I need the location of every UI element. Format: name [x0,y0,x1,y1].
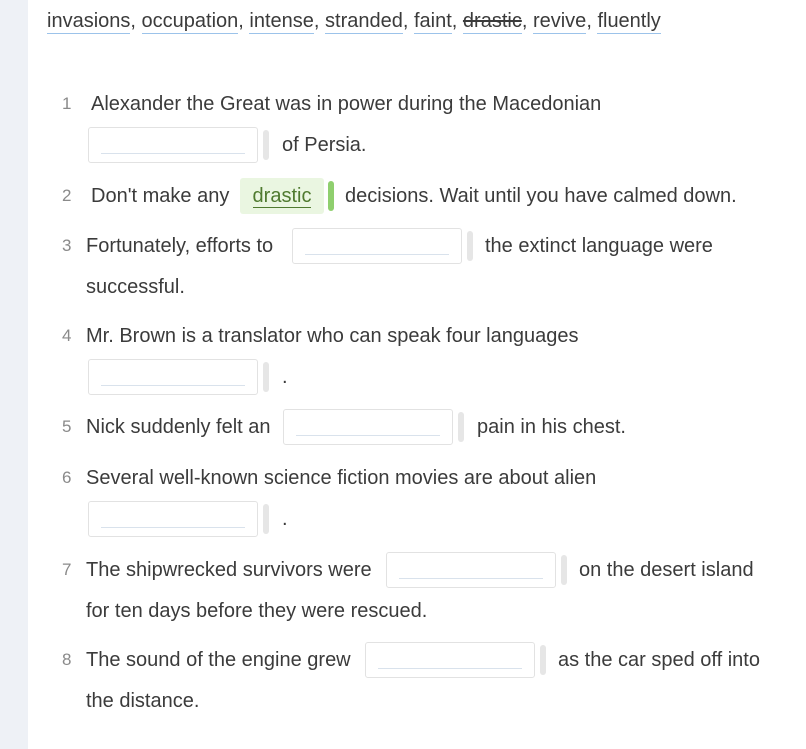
question-text: decisions. Wait until you have calmed down. [345,185,737,207]
word-bank-item-used: drastic [462,10,522,32]
word-bank-item[interactable]: invasions [47,10,131,32]
answer-blank[interactable] [283,409,453,445]
blank-handle-correct [328,181,334,211]
question-text: Alexander the Great was in power during the Macedonian [91,93,602,115]
blank-handle [561,555,567,585]
question-text: on the desert island [579,559,754,581]
answer-blank[interactable] [292,228,462,264]
answer-blank-filled[interactable] [240,178,324,214]
question-text: successful. [86,276,185,298]
blank-handle [263,362,269,392]
question-text: Don't make any [91,185,230,207]
blank-handle [467,231,473,261]
question-number: 1 [62,94,72,113]
word-bank-item[interactable]: intense [249,10,314,32]
question-number: 5 [62,417,72,436]
answer-blank[interactable] [386,552,556,588]
question-number: 7 [62,560,72,579]
question-text: the extinct language were [485,235,713,257]
word-bank-item[interactable]: occupation [141,10,239,32]
question-text: The shipwrecked survivors were [86,559,372,581]
word-bank-item[interactable]: stranded [325,10,403,32]
question-text: pain in his chest. [477,416,626,438]
question-number: 6 [62,468,72,487]
answer-blank[interactable] [365,642,535,678]
question-text: Mr. Brown is a translator who can speak four languages [86,325,579,347]
blank-handle [458,412,464,442]
question-text: Fortunately, efforts to [86,235,274,257]
question-text: The sound of the engine grew [86,649,351,671]
word-bank-item[interactable]: faint [413,10,452,32]
question-text: for ten days before they were rescued. [86,600,428,622]
filled-answer: drastic [252,185,312,207]
question-text: Several well-known science fiction movies are about alien [86,467,597,489]
answer-blank[interactable] [88,359,258,395]
answer-blank[interactable] [88,501,258,537]
blank-handle [540,645,546,675]
question-text: of Persia. [282,134,367,156]
word-bank-item[interactable]: fluently [597,10,661,32]
question-number: 8 [62,650,72,669]
question-number: 4 [62,326,72,345]
question-text: as the car sped off into [558,649,760,671]
blank-handle [263,504,269,534]
question-text: the distance. [86,690,200,712]
question-text: . [282,508,288,530]
question-text: Nick suddenly felt an [86,416,271,438]
question-text: . [282,366,288,388]
left-rail [0,0,28,749]
question-number: 2 [62,186,72,205]
word-bank-item[interactable]: revive [532,10,587,32]
blank-handle [263,130,269,160]
word-bank: invasions, occupation, intense, stranded, faint, drastic, revive, fluently [47,10,661,32]
answer-blank[interactable] [88,127,258,163]
question-number: 3 [62,236,72,255]
